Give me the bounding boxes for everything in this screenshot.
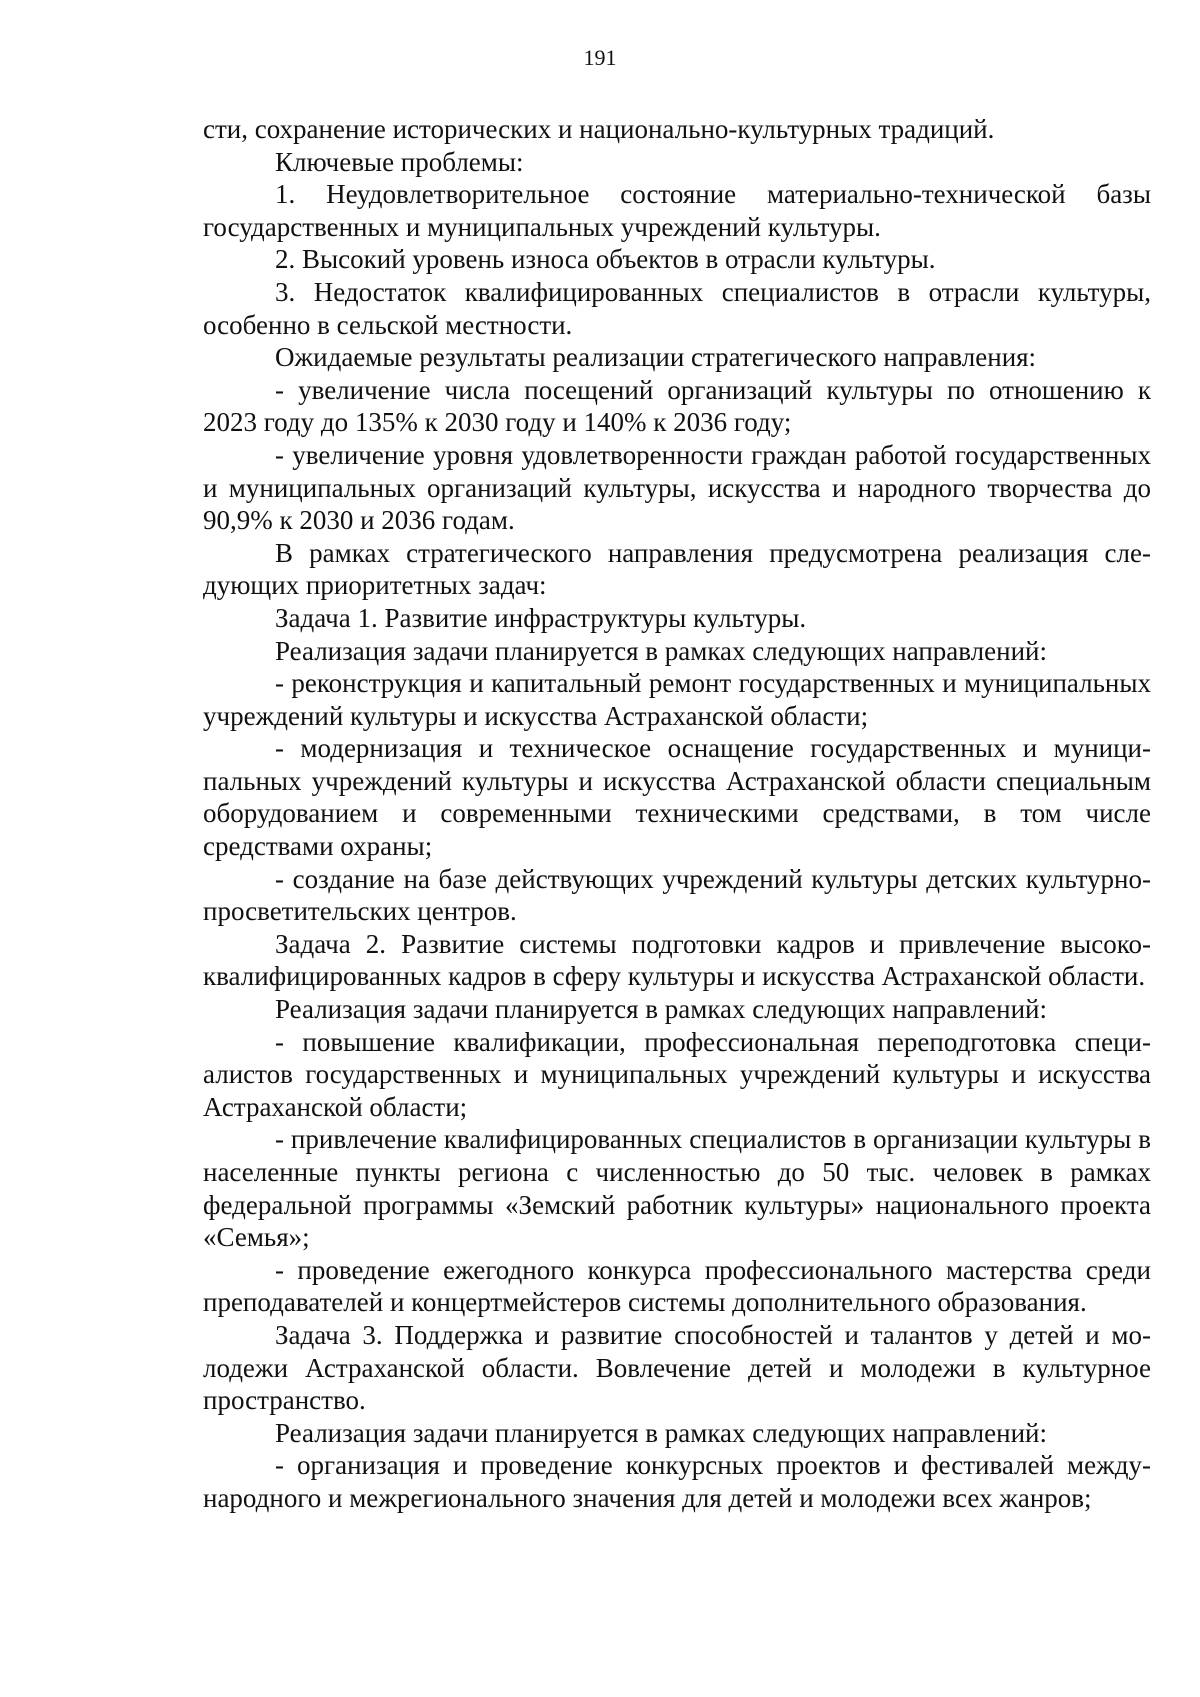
list-item-problem-1: 1. Неудовлетворительное состояние материально-технической базы государственных и муниципальных учреждений культуры. (203, 179, 1151, 242)
bullet-item: - реконструкция и капитальный ремонт государственных и муниципальных учреждений культуры и искусства Астраханской области; (203, 668, 1151, 731)
document-body (203, 113, 1151, 1515)
paragraph: Реализация задачи планируется в рамках следующих направлений: (275, 994, 1047, 1025)
bullet-item: - увеличение уровня удовлетворенности граждан работой государственных и муниципальных организаций культуры, искусства и народного творчества до 90,9% к 2030 и 2036 годам. (203, 439, 1151, 536)
bullet-item: - проведение ежегодного конкурса профессионального мастерства среди преподавателей и концертмейстеров системы дополнительного образования. (203, 1254, 1151, 1318)
paragraph: сти, сохранение исторических и национально-культурных традиций. (203, 114, 995, 144)
task-heading-1: Задача 1. Развитие инфраструктуры культуры. (275, 602, 807, 633)
bullet-item: - организация и проведение конкурсных проектов и фестивалей международного и межрегионального значения для детей и молодежи всех жанров; (203, 1450, 1151, 1513)
bullet-item: - привлечение квалифицированных специалистов в организации культуры в населенные пункты региона с численностью до 50 тыс. человек в рамках федеральной программы «Земский работник культуры» национального проекта «Семья»; (203, 1124, 1151, 1253)
bullet-item: - увеличение числа посещений организаций культуры по отношению к 2023 году до 135% к 2030 году и 140% к 2036 году; (203, 374, 1151, 438)
bullet-item: - модернизация и техническое оснащение государственных и муниципальных учреждений культуры и искусства Астраханской области специальным оборудованием и современными техническими средствами, в том числе средствами охраны; (203, 733, 1151, 862)
task-heading-2: Задача 2. Развитие системы подготовки кадров и привлечение высококвалифицированных кадров в сферу культуры и искусства Астраханской области. (203, 928, 1151, 992)
paragraph-heading-key-problems: Ключевые проблемы: (275, 146, 524, 177)
paragraph: В рамках стратегического направления предусмотрена реализация следующих приоритетных задач: (203, 537, 1151, 601)
paragraph-heading-expected-results: Ожидаемые результаты реализации стратегического направления: (275, 342, 1037, 373)
task-heading-3: Задача 3. Поддержка и развитие способностей и талантов у детей и молодежи Астраханской области. Вовлечение детей и молодежи в культурное пространство. (203, 1319, 1151, 1416)
list-item-problem-3: 3. Недостаток квалифицированных специалистов в отрасли культуры, особенно в сельской местности. (203, 276, 1151, 340)
bullet-item: - создание на базе действующих учреждений культуры детских культурно-просветительских центров. (203, 863, 1151, 927)
paragraph: Реализация задачи планируется в рамках следующих направлений: (275, 635, 1047, 666)
paragraph: Реализация задачи планируется в рамках следующих направлений: (275, 1417, 1047, 1448)
page-number: 191 (583, 45, 617, 70)
list-item-problem-2: 2. Высокий уровень износа объектов в отрасли культуры. (275, 244, 936, 275)
bullet-item: - повышение квалификации, профессиональная переподготовка специалистов государственных и муниципальных учреждений культуры и искусства Астраханской области; (203, 1026, 1151, 1122)
